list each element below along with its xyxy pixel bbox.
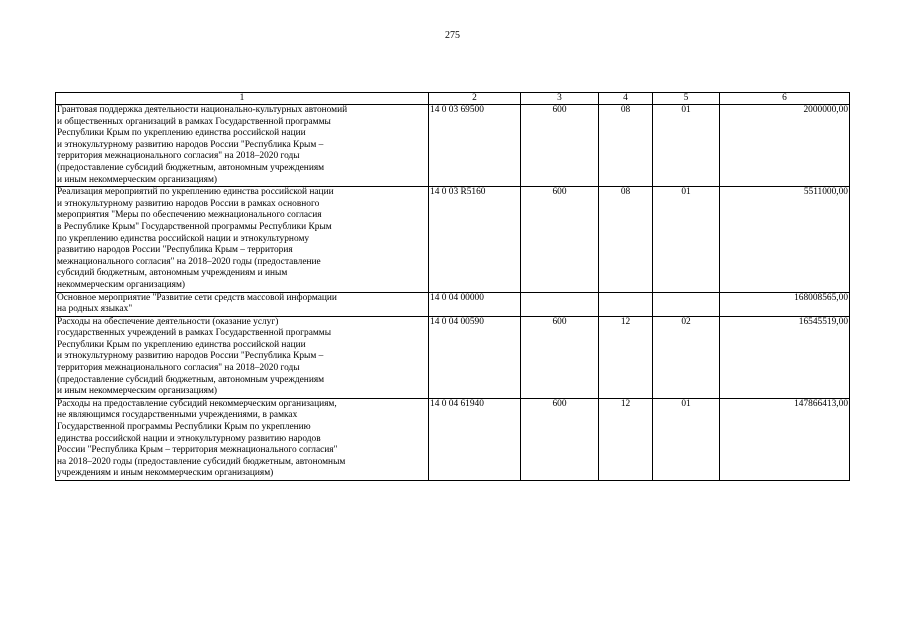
row-amount: 147866413,00	[720, 398, 850, 480]
row-expense-type	[521, 292, 599, 316]
row-description: Грантовая поддержка деятельности национально-культурных автономий и общественных организаций в рамках Государственной программы Республики Крым по укреплению единства российской нации и этнокультурному развитию народов России "Республика Крым – территория межнационального согласия" на 2018–2020 годы (предоставление субсидий бюджетным, автономным учреждениям и иным некоммерческим организациям)	[56, 105, 429, 187]
page-number: 275	[445, 30, 460, 41]
column-header: 1	[56, 93, 429, 105]
column-header: 2	[429, 93, 521, 105]
row-expense-type: 600	[521, 187, 599, 292]
row-subsection: 01	[653, 187, 720, 292]
row-section	[599, 292, 653, 316]
row-amount: 5511000,00	[720, 187, 850, 292]
row-subsection	[653, 292, 720, 316]
table-row	[56, 316, 850, 398]
row-code: 14 0 04 00590	[429, 316, 521, 398]
row-expense-type: 600	[521, 316, 599, 398]
column-header: 4	[599, 93, 653, 105]
row-amount: 16545519,00	[720, 316, 850, 398]
row-subsection: 02	[653, 316, 720, 398]
row-amount: 2000000,00	[720, 105, 850, 187]
row-description: Расходы на предоставление субсидий некоммерческим организациям, не являющимся государственными учреждениями, в рамках Государственной программы Республики Крым по укреплению единства российской нации и этнокультурному развитию народов России "Республика Крым – территория межнационального согласия" на 2018–2020 годы (предоставление субсидий бюджетным, автономным учреждениям и иным некоммерческим организациям)	[56, 398, 429, 480]
column-header: 6	[720, 93, 850, 105]
row-subsection: 01	[653, 105, 720, 187]
row-section: 12	[599, 316, 653, 398]
row-expense-type: 600	[521, 105, 599, 187]
table-header-row	[56, 93, 850, 105]
row-code: 14 0 03 R5160	[429, 187, 521, 292]
column-header: 3	[521, 93, 599, 105]
row-description: Основное мероприятие "Развитие сети средств массовой информации на родных языках"	[56, 292, 429, 316]
row-code: 14 0 04 61940	[429, 398, 521, 480]
table-row	[56, 292, 850, 316]
table-row	[56, 398, 850, 480]
row-section: 12	[599, 398, 653, 480]
row-subsection: 01	[653, 398, 720, 480]
column-header: 5	[653, 93, 720, 105]
row-description: Реализация мероприятий по укреплению единства российской нации и этнокультурному развитию народов России в рамках основного мероприятия "Меры по обеспечению межнационального согласия в Республике Крым" Государственной программы Республики Крым по укреплению единства российской нации и этнокультурному развитию народов России "Республика Крым – территория межнационального согласия" на 2018–2020 годы (предоставление субсидий бюджетным, автономным учреждениям и иным некоммерческим организациям)	[56, 187, 429, 292]
table-row	[56, 187, 850, 292]
row-section: 08	[599, 105, 653, 187]
row-section: 08	[599, 187, 653, 292]
row-amount: 168008565,00	[720, 292, 850, 316]
row-expense-type: 600	[521, 398, 599, 480]
row-description: Расходы на обеспечение деятельности (оказание услуг) государственных учреждений в рамках Государственной программы Республики Крым по укреплению единства российской нации и этнокультурному развитию народов России "Республика Крым – территория межнационального согласия" на 2018–2020 годы (предоставление субсидий бюджетным, автономным учреждениям и иным некоммерческим организациям)	[56, 316, 429, 398]
budget-table	[55, 92, 850, 481]
table-row	[56, 105, 850, 187]
row-code: 14 0 04 00000	[429, 292, 521, 316]
row-code: 14 0 03 69500	[429, 105, 521, 187]
